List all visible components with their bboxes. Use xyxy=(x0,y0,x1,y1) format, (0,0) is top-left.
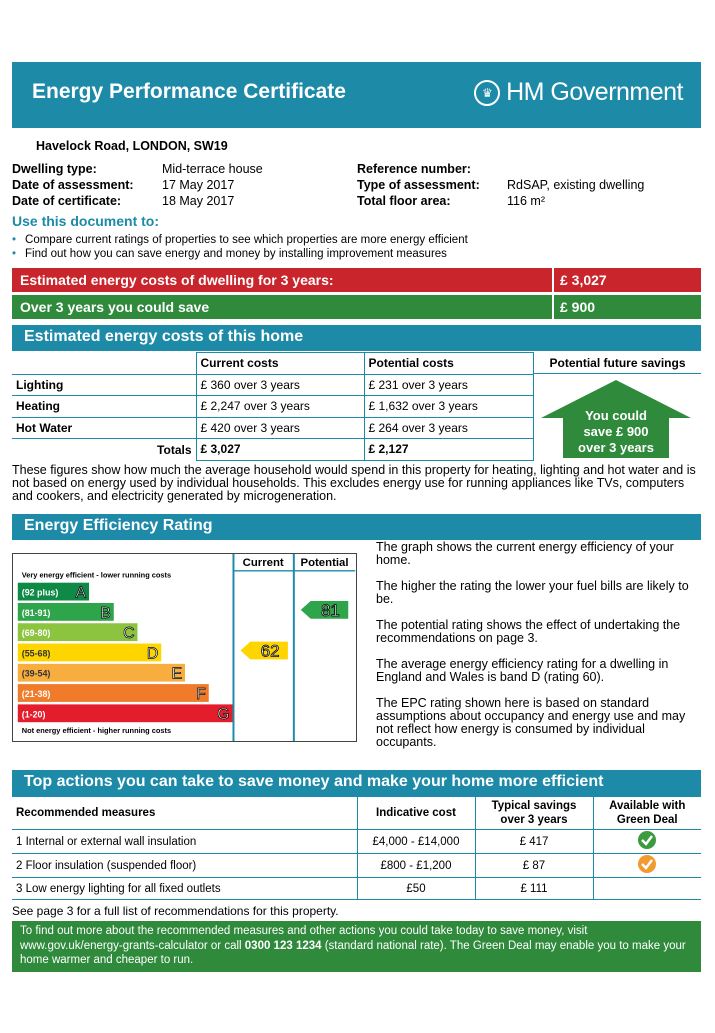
cost-cell: £4,000 - £14,000 xyxy=(357,830,475,854)
certificate-date-value: 18 May 2017 xyxy=(162,194,235,208)
rating-band-letter: G xyxy=(217,706,230,724)
cost-summary-bar xyxy=(12,268,701,292)
energy-rating-chart xyxy=(12,553,357,742)
details-left xyxy=(12,161,263,209)
footer-text-1: To find out more about the recommended measures and other actions you could take today to save money, visit www.gov.uk/energy-grants-calculator or call xyxy=(20,925,588,952)
cost-summary-value: £ 3,027 xyxy=(552,268,607,292)
cost-row-name: Hot Water xyxy=(12,417,196,439)
crest-icon: ♛ xyxy=(474,80,500,106)
potential-column-header: Potential xyxy=(300,556,349,569)
footer-phone: 0300 123 1234 xyxy=(244,939,322,952)
saving-cell: £ 87 xyxy=(475,854,593,878)
floor-area-value: 116 m² xyxy=(507,194,545,208)
header-gd-line2: Green Deal xyxy=(616,814,678,826)
gov-logo-text: HM Government xyxy=(506,78,683,106)
use-bullet: • Find out how you can save energy and money by installing improvement measures xyxy=(12,247,468,261)
savings-summary-value: £ 900 xyxy=(552,295,595,319)
table-header-row xyxy=(12,353,533,375)
assessment-date-value: 17 May 2017 xyxy=(162,178,235,192)
table-header-blank xyxy=(12,353,196,375)
dwelling-type-value: Mid-terrace house xyxy=(162,162,263,176)
rating-band-letter: B xyxy=(100,604,111,622)
header-green-deal xyxy=(593,797,701,830)
cost-cell: £50 xyxy=(357,878,475,900)
table-row xyxy=(12,396,533,418)
rating-paragraph: The EPC rating shown here is based on standard assumptions about occupancy and energy use and may not reflect how energy is consumed by individual occupants. xyxy=(376,696,686,749)
green-deal-cell xyxy=(593,830,701,854)
cost-row-name: Lighting xyxy=(12,374,196,396)
potential-rating-value: 81 xyxy=(321,600,340,620)
savings-arrow-icon xyxy=(541,380,691,458)
header-savings xyxy=(475,797,593,830)
rating-band-letter: A xyxy=(75,584,87,602)
actions-table xyxy=(12,796,701,900)
table-row xyxy=(12,830,701,854)
footer-info xyxy=(12,921,701,972)
measure-cell: 1 Internal or external wall insulation xyxy=(12,830,357,854)
rating-band-range: (21-38) xyxy=(21,688,51,699)
rating-band-range: (69-80) xyxy=(21,628,51,639)
certificate-date-label: Date of certificate: xyxy=(12,194,122,208)
table-header-potential: Potential costs xyxy=(364,353,533,375)
measure-cell: 3 Low energy lighting for all fixed outlets xyxy=(12,878,357,900)
header-measure: Recommended measures xyxy=(12,797,357,830)
reference-label: Reference number: xyxy=(357,162,471,176)
gov-logo xyxy=(474,78,683,107)
header-banner xyxy=(12,62,701,128)
floor-area-label: Total floor area: xyxy=(357,194,451,208)
header-gd-line1: Available with xyxy=(609,800,686,812)
totals-label: Totals xyxy=(12,439,196,461)
costs-note: These figures show how much the average household would spend in this property for heating, lighting and hot water and is not based on energy used by individual households. This excludes energy use for running appliances like TVs, computers and cookers, and electricity generated by microgeneration. xyxy=(12,463,696,503)
dwelling-type-label: Dwelling type: xyxy=(12,162,97,176)
current-column-header: Current xyxy=(242,556,284,569)
cost-row-potential: £ 231 over 3 years xyxy=(364,374,533,396)
green-tick-icon xyxy=(637,830,657,850)
rating-band-g xyxy=(18,704,233,722)
header-cost: Indicative cost xyxy=(357,797,475,830)
totals-row xyxy=(12,439,533,461)
page-title: Energy Performance Certificate xyxy=(32,80,346,103)
rating-section-title: Energy Efficiency Rating xyxy=(12,514,701,540)
rating-paragraph: The potential rating shows the effect of undertaking the recommendations on page 3. xyxy=(376,618,681,645)
green-deal-cell xyxy=(593,878,701,900)
cost-summary-label: Estimated energy costs of dwelling for 3 years: xyxy=(20,272,334,288)
footer-text-2: (standard national rate). The Green Deal may enable you to make your home warmer and cheaper to run. xyxy=(20,939,686,966)
cost-cell: £800 - £1,200 xyxy=(357,854,475,878)
costs-table xyxy=(12,352,534,461)
use-bullet: • Compare current ratings of properties to see which properties are more energy efficient xyxy=(12,233,468,247)
rating-band-letter: E xyxy=(171,665,183,683)
orange-tick-icon xyxy=(637,854,657,874)
arrow-text-1: You could xyxy=(585,408,647,423)
rating-band-letter: F xyxy=(196,685,206,703)
assessment-type-label: Type of assessment: xyxy=(357,178,480,192)
rating-band-range: (1-20) xyxy=(21,709,46,720)
cost-row-potential: £ 1,632 over 3 years xyxy=(364,396,533,418)
property-address: Havelock Road, LONDON, SW19 xyxy=(36,139,228,153)
table-row xyxy=(12,417,533,439)
cost-row-current: £ 360 over 3 years xyxy=(196,374,364,396)
rating-band-letter: D xyxy=(146,645,159,663)
green-deal-cell xyxy=(593,854,701,878)
rating-band-range: (55-68) xyxy=(21,648,51,659)
savings-summary-bar xyxy=(12,295,701,319)
cost-row-current: £ 420 over 3 years xyxy=(196,417,364,439)
saving-cell: £ 417 xyxy=(475,830,593,854)
assessment-date-label: Date of assessment: xyxy=(12,178,134,192)
totals-current: £ 3,027 xyxy=(196,439,364,461)
table-row xyxy=(12,374,533,396)
rating-band-letter: C xyxy=(123,625,135,643)
rating-band-range: (39-54) xyxy=(21,668,51,679)
rating-top-note: Very energy efficient - lower running costs xyxy=(21,570,172,580)
cost-row-current: £ 2,247 over 3 years xyxy=(196,396,364,418)
see-page-note: See page 3 for a full list of recommendations for this property. xyxy=(12,904,339,918)
saving-cell: £ 111 xyxy=(475,878,593,900)
totals-potential: £ 2,127 xyxy=(364,439,533,461)
costs-section-title: Estimated energy costs of this home xyxy=(12,325,701,351)
table-row xyxy=(12,878,701,900)
rating-bottom-note: Not energy efficient - higher running costs xyxy=(21,726,172,736)
cost-row-potential: £ 264 over 3 years xyxy=(364,417,533,439)
arrow-text-2: save £ 900 xyxy=(583,424,649,439)
cost-row-name: Heating xyxy=(12,396,196,418)
use-title: Use this document to: xyxy=(12,213,160,229)
potential-savings-header: Potential future savings xyxy=(533,352,701,374)
rating-band-range: (92 plus) xyxy=(21,587,59,598)
rating-paragraph: The average energy efficiency rating for a dwelling in England and Wales is band D (rating 60). xyxy=(376,657,669,684)
header-savings-line2: over 3 years xyxy=(500,814,568,826)
assessment-type-value: RdSAP, existing dwelling xyxy=(507,178,645,192)
measure-cell: 2 Floor insulation (suspended floor) xyxy=(12,854,357,878)
arrow-text-3: over 3 years xyxy=(578,440,654,455)
table-header-row xyxy=(12,797,701,830)
savings-summary-label: Over 3 years you could save xyxy=(20,299,210,315)
rating-band-range: (81-91) xyxy=(21,607,51,618)
rating-paragraph: The graph shows the current energy efficiency of your home. xyxy=(376,540,674,567)
header-savings-line1: Typical savings xyxy=(491,800,577,812)
details-right xyxy=(357,161,644,209)
rating-explanation xyxy=(376,541,702,762)
rating-paragraph: The higher the rating the lower your fuel bills are likely to be. xyxy=(376,579,689,606)
current-rating-value: 62 xyxy=(260,641,280,661)
table-row xyxy=(12,854,701,878)
table-header-current: Current costs xyxy=(196,353,364,375)
use-bullets xyxy=(12,233,468,261)
actions-section-title: Top actions you can take to save money and make your home more efficient xyxy=(12,770,701,796)
